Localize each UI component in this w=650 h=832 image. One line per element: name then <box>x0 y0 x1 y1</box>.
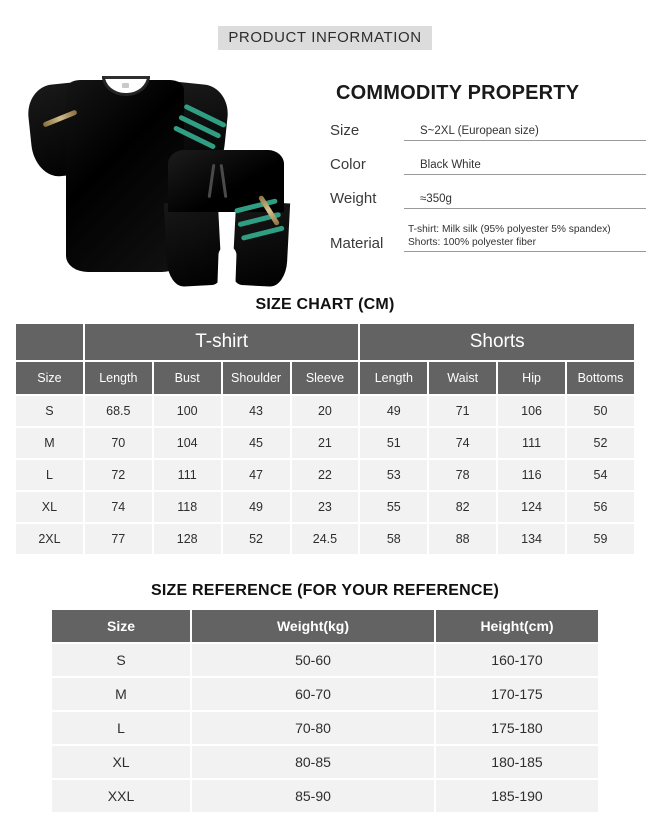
cell: 50-60 <box>192 644 434 676</box>
cell: 53 <box>360 460 427 490</box>
cell: 170-175 <box>436 678 598 710</box>
cell: 23 <box>292 492 359 522</box>
property-row-material <box>322 223 650 252</box>
cell: 70-80 <box>192 712 434 744</box>
commodity-property-title: COMMODITY PROPERTY <box>336 82 580 104</box>
size-chart-table <box>14 322 636 556</box>
cell: 24.5 <box>292 524 359 554</box>
cell: 88 <box>429 524 496 554</box>
table-row <box>16 396 634 426</box>
cell: L <box>52 712 190 744</box>
size-reference-col-weight: Weight(kg) <box>192 610 434 642</box>
table-row <box>52 712 598 744</box>
cell: L <box>16 460 83 490</box>
size-reference-col-height: Height(cm) <box>436 610 598 642</box>
property-value-material-shorts: Shorts: 100% polyester fiber <box>408 237 536 248</box>
table-row <box>16 428 634 458</box>
property-row-color <box>322 155 650 175</box>
property-value-size: S~2XL (European size) <box>420 125 539 137</box>
cell: 78 <box>429 460 496 490</box>
page-header <box>0 0 650 50</box>
tshirt-neck-tag <box>122 83 129 88</box>
property-value-weight-wrap <box>404 192 646 209</box>
cell: 77 <box>85 524 152 554</box>
size-reference-header-row <box>52 610 598 642</box>
cell: 72 <box>85 460 152 490</box>
property-value-weight: ≈350g <box>420 193 452 205</box>
property-label-material: Material <box>330 235 384 252</box>
cell: XL <box>16 492 83 522</box>
cell: 47 <box>223 460 290 490</box>
cell: XL <box>52 746 190 778</box>
cell: 2XL <box>16 524 83 554</box>
cell: S <box>16 396 83 426</box>
cell: 55 <box>360 492 427 522</box>
size-chart-col-sleeve: Sleeve <box>292 362 359 394</box>
size-chart-col-bottoms: Bottoms <box>567 362 634 394</box>
size-chart-title: SIZE CHART (CM) <box>255 296 395 313</box>
size-chart-col-bust: Bust <box>154 362 221 394</box>
property-row-weight <box>322 189 650 209</box>
product-photo <box>0 62 310 294</box>
size-chart-group-row <box>16 324 634 360</box>
cell: 21 <box>292 428 359 458</box>
cell: 54 <box>567 460 634 490</box>
cell: 85-90 <box>192 780 434 812</box>
product-overview-section <box>0 50 650 286</box>
shorts-inseam-gap <box>217 246 237 291</box>
cell: 49 <box>360 396 427 426</box>
cell: 52 <box>223 524 290 554</box>
cell: 104 <box>154 428 221 458</box>
cell: 51 <box>360 428 427 458</box>
cell: 134 <box>498 524 565 554</box>
cell: 116 <box>498 460 565 490</box>
size-chart-group-blank <box>16 324 83 360</box>
cell: M <box>16 428 83 458</box>
cell: 128 <box>154 524 221 554</box>
size-chart-col-shoulder: Shoulder <box>223 362 290 394</box>
cell: 22 <box>292 460 359 490</box>
cell: 74 <box>429 428 496 458</box>
shorts-left-leg <box>164 201 222 288</box>
cell: 111 <box>154 460 221 490</box>
cell: 58 <box>360 524 427 554</box>
cell: 50 <box>567 396 634 426</box>
cell: 82 <box>429 492 496 522</box>
cell: 20 <box>292 396 359 426</box>
table-row <box>52 746 598 778</box>
cell: 74 <box>85 492 152 522</box>
cell: 60-70 <box>192 678 434 710</box>
property-label-color: Color <box>330 156 366 173</box>
cell: 68.5 <box>85 396 152 426</box>
size-reference-title: SIZE REFERENCE (FOR YOUR REFERENCE) <box>150 582 500 599</box>
size-reference-col-size: Size <box>52 610 190 642</box>
size-chart-col-tshirt-length: Length <box>85 362 152 394</box>
cell: 111 <box>498 428 565 458</box>
property-label-size: Size <box>330 122 360 139</box>
size-reference-table <box>50 608 600 814</box>
page-title: PRODUCT INFORMATION <box>218 26 431 50</box>
shorts-image <box>160 150 292 286</box>
property-label-weight: Weight <box>330 190 377 207</box>
cell: 52 <box>567 428 634 458</box>
property-row-size <box>322 121 650 141</box>
cell: 106 <box>498 396 565 426</box>
property-value-color: Black White <box>420 159 481 171</box>
property-value-material-wrap <box>404 223 646 252</box>
cell: 124 <box>498 492 565 522</box>
cell: M <box>52 678 190 710</box>
cell: 180-185 <box>436 746 598 778</box>
property-value-color-wrap <box>404 158 646 175</box>
cell: 118 <box>154 492 221 522</box>
size-chart-col-shorts-length: Length <box>360 362 427 394</box>
cell: 56 <box>567 492 634 522</box>
cell: XXL <box>52 780 190 812</box>
cell: 100 <box>154 396 221 426</box>
table-row <box>52 780 598 812</box>
size-chart-header-row <box>16 362 634 394</box>
property-value-size-wrap <box>404 124 646 141</box>
cell: 59 <box>567 524 634 554</box>
table-row <box>16 460 634 490</box>
cell: 43 <box>223 396 290 426</box>
cell: 70 <box>85 428 152 458</box>
property-value-material-tshirt: T-shirt: Milk silk (95% polyester 5% spandex) <box>408 224 611 235</box>
commodity-property-block <box>310 62 650 266</box>
cell: 185-190 <box>436 780 598 812</box>
table-row <box>16 492 634 522</box>
cell: S <box>52 644 190 676</box>
size-chart-group-shorts: Shorts <box>360 324 634 360</box>
cell: 45 <box>223 428 290 458</box>
cell: 49 <box>223 492 290 522</box>
cell: 175-180 <box>436 712 598 744</box>
table-row <box>16 524 634 554</box>
size-chart-col-size: Size <box>16 362 83 394</box>
cell: 71 <box>429 396 496 426</box>
size-chart-col-hip: Hip <box>498 362 565 394</box>
table-row <box>52 678 598 710</box>
size-chart-col-waist: Waist <box>429 362 496 394</box>
cell: 80-85 <box>192 746 434 778</box>
cell: 160-170 <box>436 644 598 676</box>
size-chart-group-tshirt: T-shirt <box>85 324 359 360</box>
table-row <box>52 644 598 676</box>
